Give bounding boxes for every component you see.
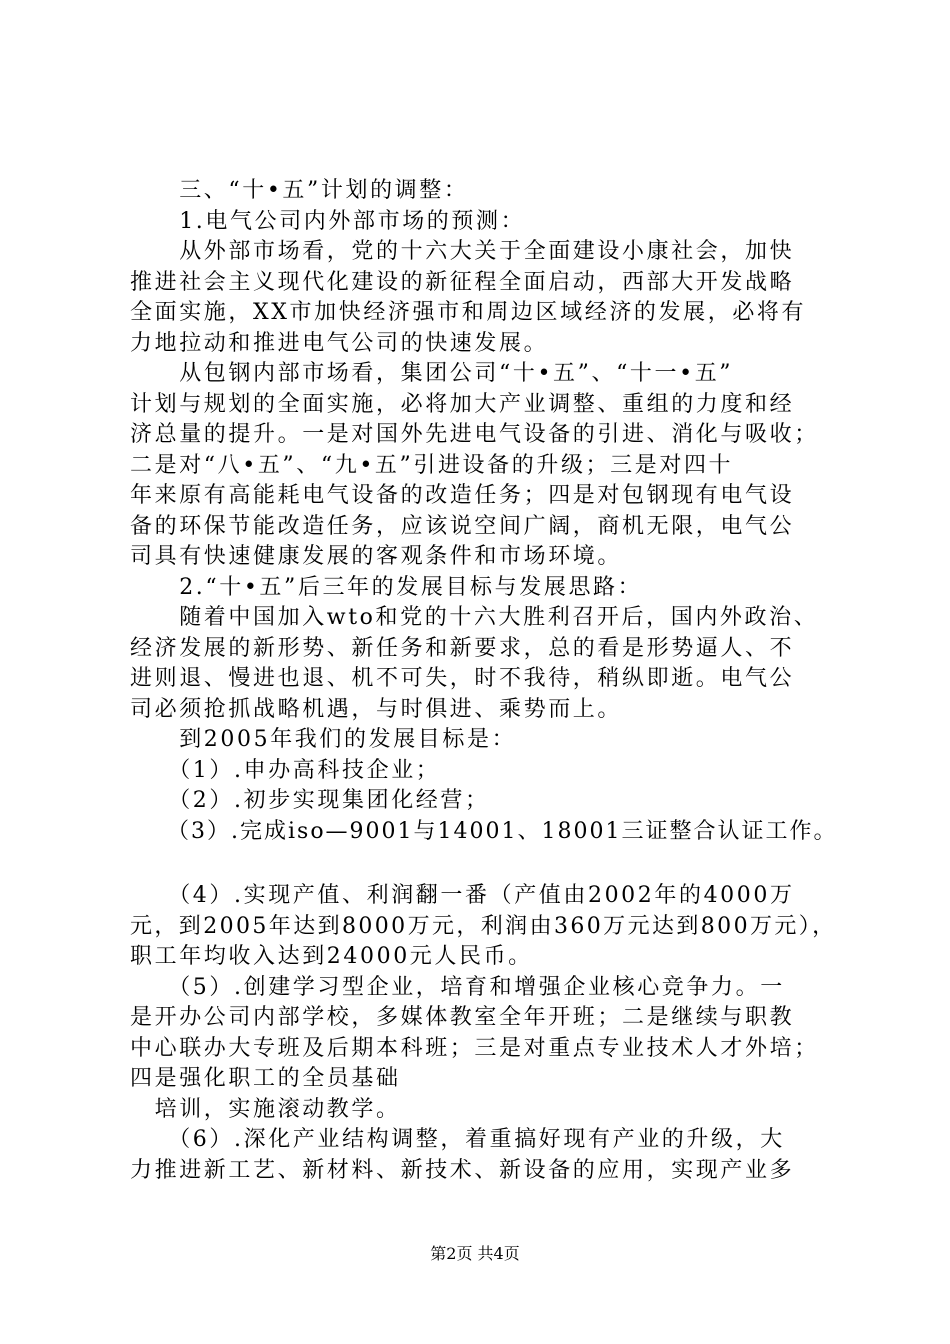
- text-line: 2.“十•五”后三年的发展目标与发展思路：: [130, 574, 643, 600]
- text-line: 四是强化职工的全员基础: [130, 1066, 401, 1091]
- text-line: 从包钢内部市场看，集团公司“十•五”、“十一•五”: [130, 361, 734, 386]
- text-line: 中心联办大专班及后期本科班；三是对重点专业技术人才外培；: [130, 1035, 819, 1061]
- document-body: [130, 176, 840, 1186]
- text-line: 全面实施，XX市加快经济强市和周边区域经济的发展，必将有: [130, 300, 807, 325]
- text-line: 力地拉动和推进电气公司的快速发展。: [130, 330, 549, 356]
- text-line: 二是对“八•五”、“九•五”引进设备的升级；三是对四十: [130, 452, 734, 478]
- text-line: 进则退、慢进也退、机不可失，时不我待，稍纵即逝。电气公: [130, 666, 795, 691]
- text-line: （2）.初步实现集团化经营；: [130, 788, 490, 813]
- text-line: 济总量的提升。一是对国外先进电气设备的引进、消化与吸收；: [130, 422, 819, 447]
- text-line: 推进社会主义现代化建设的新征程全面启动，西部大开发战略: [130, 269, 795, 295]
- text-line: 计划与规划的全面实施，必将加大产业调整、重组的力度和经: [130, 391, 795, 417]
- paragraph-gap: [130, 847, 840, 881]
- text-line: （5）.创建学习型企业，培育和增强企业核心竞争力。一: [130, 974, 785, 1000]
- text-line: 是开办公司内部学校，多媒体教室全年开班；二是继续与职教: [130, 1005, 795, 1030]
- text-line: 备的环保节能改造任务，应该说空间广阔，商机无限，电气公: [130, 513, 795, 539]
- text-line: 培训，实施滚动教学。: [130, 1096, 401, 1122]
- text-line: （3）.完成iso—9001与14001、18001三证整合认证工作。: [130, 818, 838, 844]
- page-footer: 第2页 共4页: [430, 1244, 520, 1263]
- text-line: 元，到2005年达到8000万元，利润由360万元达到800万元），: [130, 913, 837, 939]
- text-line: （6）.深化产业结构调整，着重搞好现有产业的升级，大: [130, 1127, 785, 1152]
- text-line: （1）.申办高科技企业；: [130, 757, 441, 783]
- text-line: 职工年均收入达到24000元人民币。: [130, 944, 533, 969]
- text-line: 司具有快速健康发展的客观条件和市场环境。: [130, 544, 623, 569]
- text-line: （4）.实现产值、利润翻一番（产值由2002年的4000万: [130, 883, 795, 908]
- text-line: 1.电气公司内外部市场的预测：: [130, 208, 526, 234]
- text-line: 从外部市场看，党的十六大关于全面建设小康社会，加快: [130, 239, 795, 264]
- text-line: 年来原有高能耗电气设备的改造任务；四是对包钢现有电气设: [130, 483, 795, 508]
- text-line: 三、“十•五”计划的调整：: [130, 178, 469, 203]
- text-line: 到2005年我们的发展目标是：: [130, 727, 517, 752]
- text-line: 随着中国加入wto和党的十六大胜利召开后，国内外政治、: [130, 605, 819, 630]
- text-line: 司必须抢抓战略机遇，与时俱进、乘势而上。: [130, 696, 623, 722]
- text-line: 力推进新工艺、新材料、新技术、新设备的应用，实现产业多: [130, 1157, 795, 1183]
- text-line: 经济发展的新形势、新任务和新要求，总的看是形势逼人、不: [130, 635, 795, 661]
